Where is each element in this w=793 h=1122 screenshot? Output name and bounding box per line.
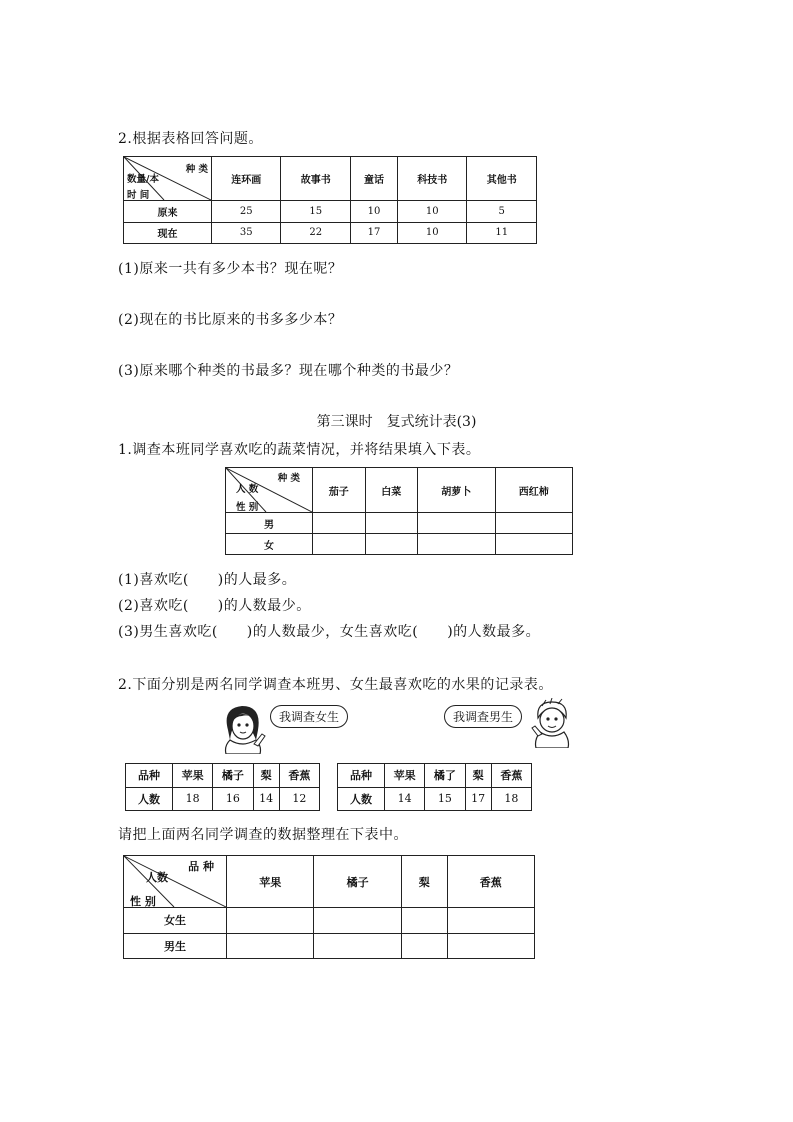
answer-cell[interactable] bbox=[401, 908, 447, 934]
answer-cell[interactable] bbox=[365, 534, 418, 555]
question-2-title: 2.根据表格回答问题。 bbox=[118, 131, 263, 147]
answer-cell[interactable] bbox=[314, 933, 401, 959]
row-label: 现在 bbox=[124, 222, 212, 244]
column-header: 连环画 bbox=[212, 157, 281, 201]
girl-speech-bubble: 我调查女生 bbox=[270, 705, 348, 728]
table-row bbox=[124, 933, 535, 959]
girls-record-table bbox=[125, 763, 320, 811]
corner-label-people: 人 数 bbox=[236, 484, 259, 495]
question-2-title: 2.下面分别是两名同学调查本班男、女生最喜欢吃的水果的记录表。 bbox=[118, 677, 553, 693]
answer-cell[interactable] bbox=[365, 513, 418, 534]
table-cell: 15 bbox=[425, 787, 465, 811]
books-table-corner bbox=[124, 157, 212, 201]
table-cell: 17 bbox=[350, 222, 397, 244]
table-row bbox=[226, 534, 573, 555]
table-cell: 22 bbox=[281, 222, 350, 244]
row-label: 人数 bbox=[126, 787, 173, 811]
row-label: 男 bbox=[226, 513, 313, 534]
column-header: 胡萝卜 bbox=[418, 468, 496, 513]
table-cell: 14 bbox=[385, 787, 425, 811]
table-cell: 16 bbox=[213, 787, 253, 811]
table-cell: 17 bbox=[465, 787, 491, 811]
row-label: 男生 bbox=[124, 933, 227, 959]
table-cell: 11 bbox=[467, 222, 537, 244]
row-label: 女生 bbox=[124, 908, 227, 934]
column-header: 童话 bbox=[350, 157, 397, 201]
column-header: 梨 bbox=[253, 764, 279, 788]
answer-cell[interactable] bbox=[418, 534, 496, 555]
sub-question: (2)现在的书比原来的书多多少本？ bbox=[118, 312, 343, 328]
table-cell: 5 bbox=[467, 201, 537, 223]
girl-student-illustration bbox=[218, 700, 268, 754]
answer-cell[interactable] bbox=[314, 908, 401, 934]
table-cell: 18 bbox=[491, 787, 531, 811]
answer-cell[interactable] bbox=[227, 908, 314, 934]
column-header: 其他书 bbox=[467, 157, 537, 201]
row-label: 品种 bbox=[126, 764, 173, 788]
column-header: 橘子 bbox=[314, 856, 401, 908]
answer-cell[interactable] bbox=[418, 513, 496, 534]
table-cell: 18 bbox=[173, 787, 213, 811]
column-header: 苹果 bbox=[227, 856, 314, 908]
table-cell: 12 bbox=[279, 787, 319, 811]
sub-question: (3)原来哪个种类的书最多？现在哪个种类的书最少？ bbox=[118, 363, 459, 379]
table-row bbox=[226, 513, 573, 534]
column-header: 橘子 bbox=[213, 764, 253, 788]
answer-cell[interactable] bbox=[447, 908, 534, 934]
table-cell: 25 bbox=[212, 201, 281, 223]
answer-cell[interactable] bbox=[495, 513, 573, 534]
corner-label-gender: 性 别 bbox=[236, 502, 259, 513]
table-cell: 15 bbox=[281, 201, 350, 223]
lesson-title: 第三课时 复式统计表(3) bbox=[316, 414, 477, 430]
table-cell: 14 bbox=[253, 787, 279, 811]
column-header: 梨 bbox=[465, 764, 491, 788]
sub-question: (3)男生喜欢吃( )的人数最少，女生喜欢吃( )的人数最多。 bbox=[118, 624, 541, 640]
column-header: 西红柿 bbox=[495, 468, 573, 513]
table-row bbox=[124, 908, 535, 934]
table-row bbox=[124, 201, 537, 223]
answer-cell[interactable] bbox=[447, 933, 534, 959]
table-cell: 35 bbox=[212, 222, 281, 244]
vegetables-table-corner bbox=[226, 468, 313, 513]
fruit-summary-table bbox=[123, 855, 535, 959]
vegetables-table bbox=[225, 467, 573, 555]
table-cell: 10 bbox=[398, 222, 467, 244]
column-header: 白菜 bbox=[365, 468, 418, 513]
boys-record-table bbox=[337, 763, 532, 811]
corner-label-type: 种 类 bbox=[185, 164, 208, 175]
column-header: 苹果 bbox=[385, 764, 425, 788]
books-table bbox=[123, 156, 537, 244]
fruit-table-corner bbox=[124, 856, 227, 908]
sub-question: (1)喜欢吃( )的人最多。 bbox=[118, 572, 297, 588]
column-header: 香蕉 bbox=[447, 856, 534, 908]
answer-cell[interactable] bbox=[495, 534, 573, 555]
column-header: 故事书 bbox=[281, 157, 350, 201]
question-1-title: 1.调查本班同学喜欢吃的蔬菜情况，并将结果填入下表。 bbox=[118, 442, 481, 458]
column-header: 科技书 bbox=[398, 157, 467, 201]
corner-label-type: 种 类 bbox=[277, 473, 300, 484]
column-header: 香蕉 bbox=[491, 764, 531, 788]
table-row bbox=[124, 222, 537, 244]
corner-label-quantity: 数量/本 bbox=[127, 174, 159, 185]
answer-cell[interactable] bbox=[313, 534, 366, 555]
table-cell: 10 bbox=[398, 201, 467, 223]
corner-label-time: 时 间 bbox=[127, 190, 150, 201]
table-cell: 10 bbox=[350, 201, 397, 223]
sub-question: (1)原来一共有多少本书？现在呢？ bbox=[118, 261, 343, 277]
column-header: 苹果 bbox=[173, 764, 213, 788]
column-header: 橘了 bbox=[425, 764, 465, 788]
column-header: 香蕉 bbox=[279, 764, 319, 788]
column-header: 梨 bbox=[401, 856, 447, 908]
row-label: 人数 bbox=[338, 787, 385, 811]
boy-speech-bubble: 我调查男生 bbox=[444, 705, 522, 728]
column-header: 茄子 bbox=[313, 468, 366, 513]
answer-cell[interactable] bbox=[401, 933, 447, 959]
corner-label-variety: 品 种 bbox=[188, 860, 214, 873]
sub-question: (2)喜欢吃( )的人数最少。 bbox=[118, 598, 311, 614]
corner-label-gender: 性 别 bbox=[130, 895, 156, 908]
boy-student-illustration bbox=[530, 698, 574, 748]
answer-cell[interactable] bbox=[313, 513, 366, 534]
row-label: 女 bbox=[226, 534, 313, 555]
instruction: 请把上面两名同学调查的数据整理在下表中。 bbox=[118, 827, 408, 843]
answer-cell[interactable] bbox=[227, 933, 314, 959]
row-label: 品种 bbox=[338, 764, 385, 788]
corner-label-people: 人数 bbox=[146, 871, 168, 884]
row-label: 原来 bbox=[124, 201, 212, 223]
